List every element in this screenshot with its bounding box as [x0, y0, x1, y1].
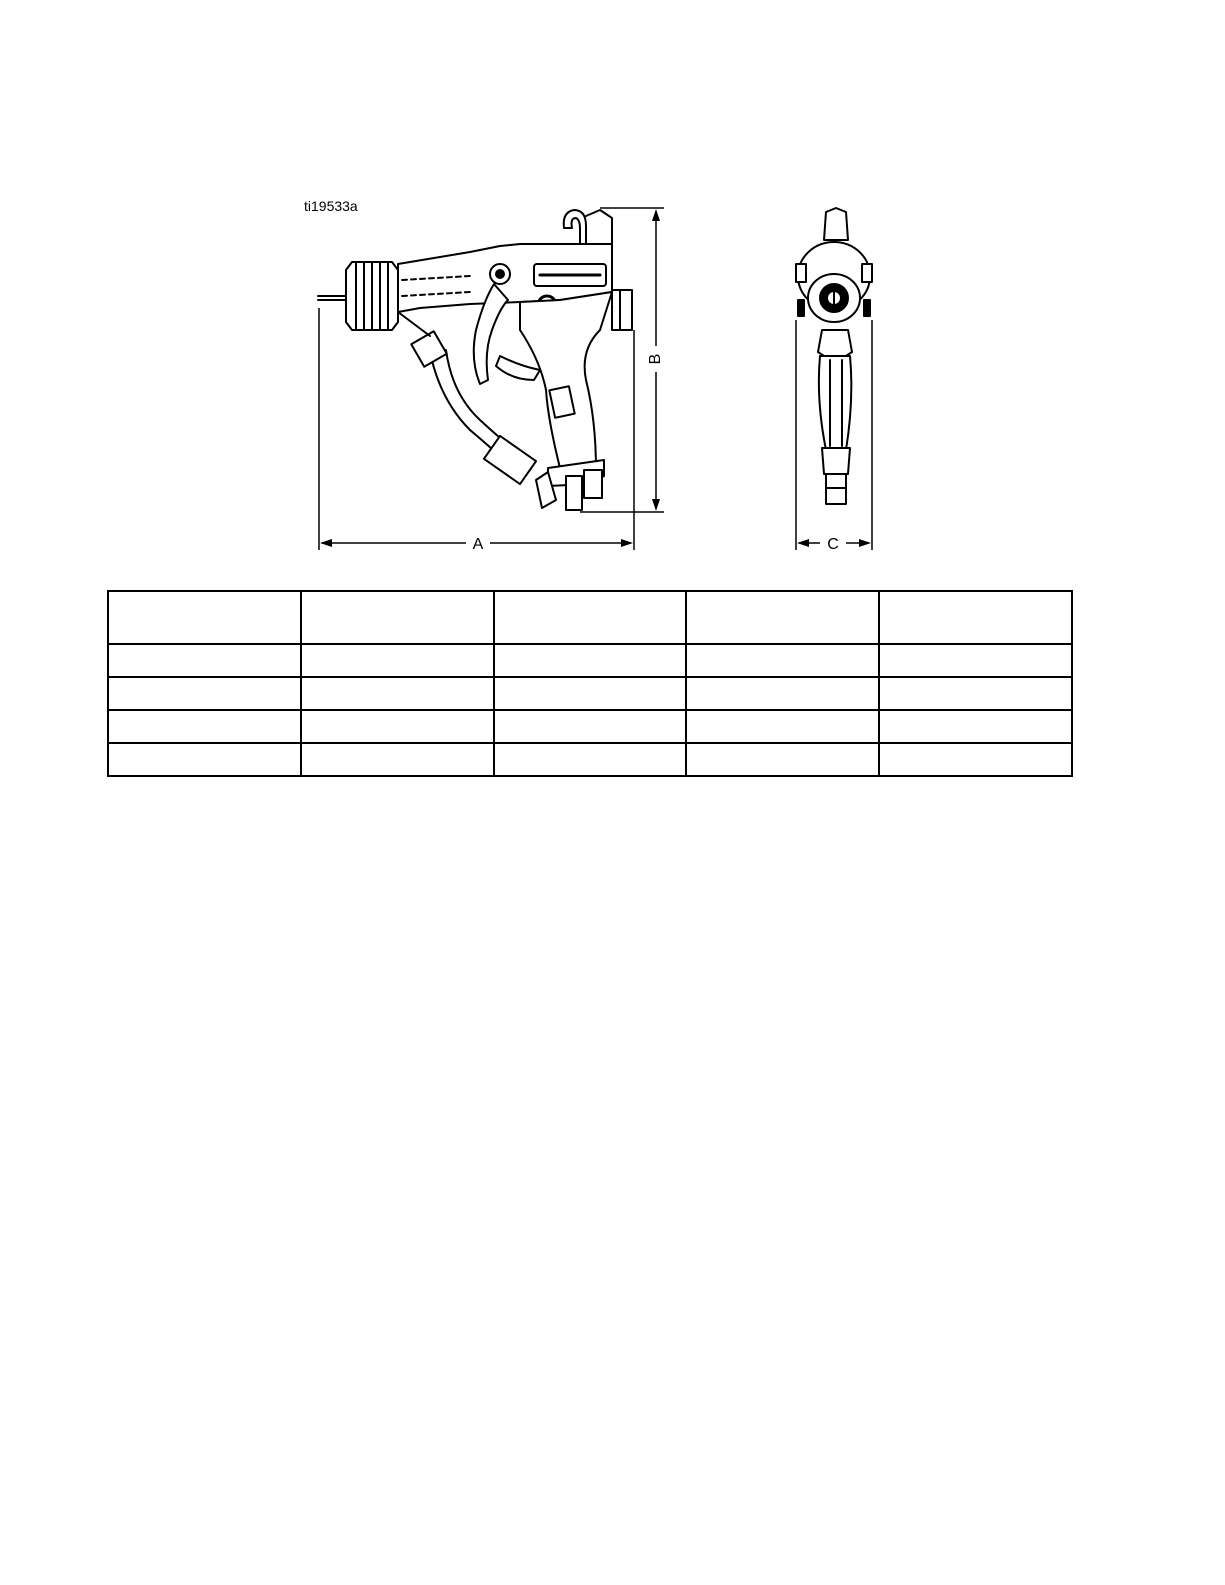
table-cell	[879, 677, 1072, 710]
table-cell	[686, 677, 879, 710]
table-cell	[686, 644, 879, 677]
table-cell	[494, 644, 687, 677]
gun-front-view	[796, 208, 872, 504]
table-row	[108, 743, 1072, 776]
table-cell	[494, 743, 687, 776]
table-row	[108, 677, 1072, 710]
table-cell	[301, 710, 494, 743]
table-row	[108, 644, 1072, 677]
header-cell	[301, 591, 494, 644]
header-cell	[108, 591, 301, 644]
dimension-label-b: B	[647, 353, 665, 365]
dimension-label-a: A	[472, 536, 484, 553]
table-cell	[301, 644, 494, 677]
figure-ref-id: ti19533a	[304, 198, 358, 214]
table-row	[108, 710, 1072, 743]
table-cell	[108, 677, 301, 710]
table-cell	[108, 743, 301, 776]
gun-side-view	[318, 210, 632, 510]
table-cell	[494, 710, 687, 743]
table-cell	[494, 677, 687, 710]
dimensions-table	[107, 590, 1073, 777]
table-cell	[108, 644, 301, 677]
table-cell	[301, 743, 494, 776]
table-cell	[879, 644, 1072, 677]
table-cell	[108, 710, 301, 743]
table-cell	[879, 743, 1072, 776]
spray-gun-dimension-figure	[0, 0, 1225, 590]
table-header-row	[108, 591, 1072, 644]
header-cell	[879, 591, 1072, 644]
table-cell	[301, 677, 494, 710]
dimension-label-c: C	[827, 536, 839, 553]
header-cell	[494, 591, 687, 644]
table-cell	[879, 710, 1072, 743]
header-cell	[686, 591, 879, 644]
table-cell	[686, 743, 879, 776]
table-cell	[686, 710, 879, 743]
